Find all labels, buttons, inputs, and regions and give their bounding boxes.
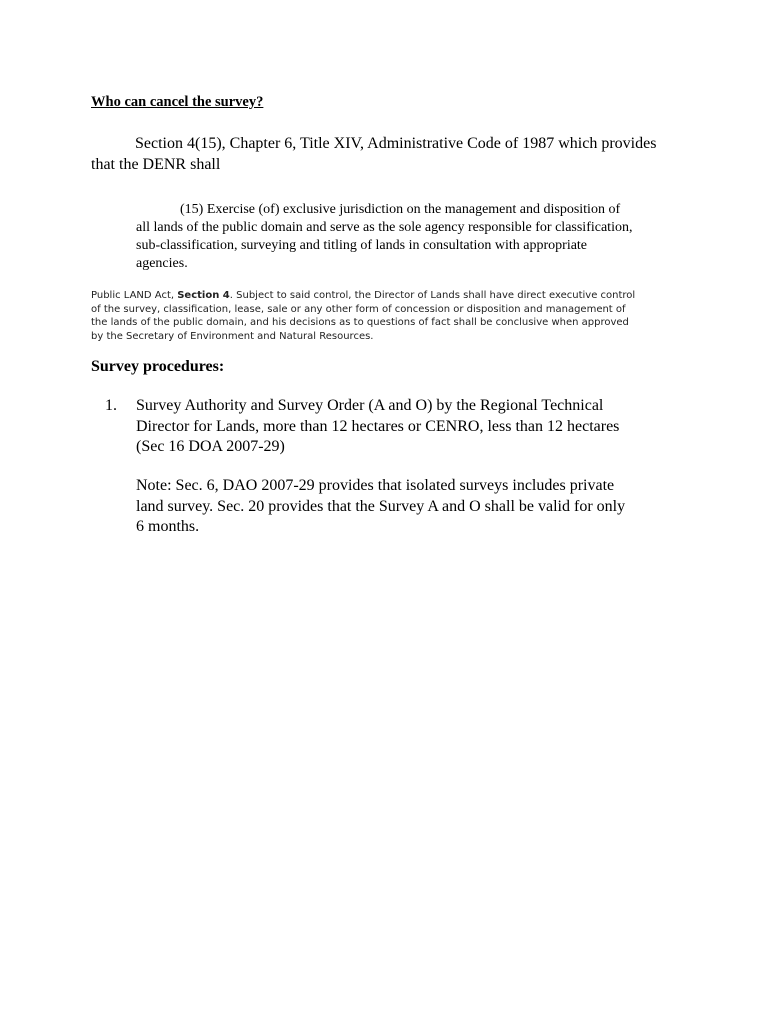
public-land-act-text: . Subject to said control, the Director of Lands shall have direct executive control of the survey, classification, lease, sale or any other form of concession or disposition and management of the lands of the public domain, and his decisions as to questions of fact shall be conclusive when approved by the Secretary of Environment and Natural Resources. — [91, 290, 636, 342]
intro-paragraph: Section 4(15), Chapter 6, Title XIV, Administrative Code of 1987 which provides that the DENR shall — [91, 135, 657, 173]
survey-procedures-heading: Survey procedures: — [91, 358, 225, 375]
list-item-note: Note: Sec. 6, DAO 2007-29 provides that isolated surveys includes private land survey. Sec. 20 provides that the Survey A and O shall be valid for only 6 months. — [136, 477, 626, 535]
question-heading: Who can cancel the survey? — [91, 94, 264, 110]
public-land-act-prefix: Public LAND Act, — [91, 290, 178, 301]
list-item-number: 1. — [105, 397, 117, 414]
list-item-text: Survey Authority and Survey Order (A and O) by the Regional Technical Director for Lands, more than 12 hectares or CENRO, less than 12 hectares (Sec 16 DOA 2007-29) — [136, 397, 620, 455]
public-land-act-paragraph — [91, 289, 641, 343]
public-land-act-section: Section 4 — [177, 290, 230, 301]
block-quote: (15) Exercise (of) exclusive jurisdiction on the management and disposition of all lands of the public domain and serve as the sole agency responsible for classification, sub-classification, surveying and titling of lands in consultation with appropriate agencies. — [136, 202, 633, 271]
